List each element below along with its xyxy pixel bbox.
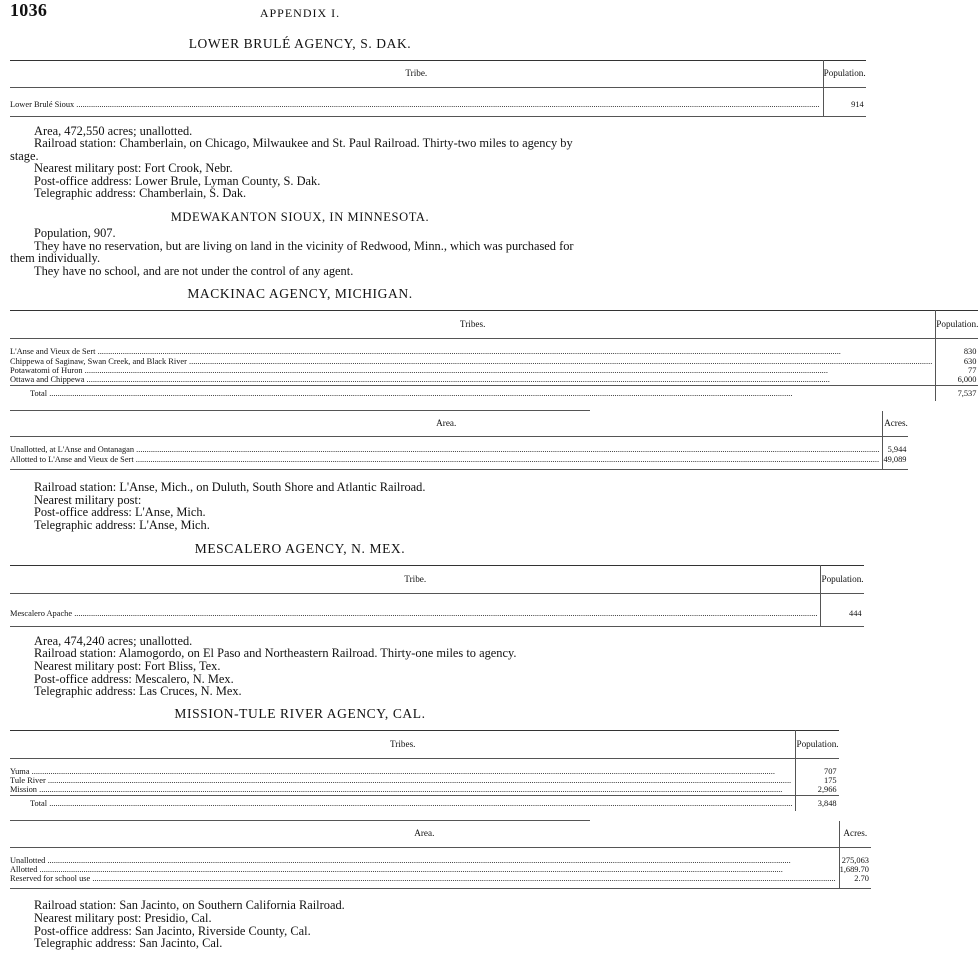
column-header-tribes: Tribes.: [10, 311, 936, 339]
page-number: 1036: [10, 0, 48, 20]
table-row: Lower Brulé Sioux ..... 914: [10, 88, 866, 110]
paragraph: Railroad station: Chamberlain, on Chicago, Milwaukee and St. Paul Railroad. Thirty-two miles to agency by stage.: [10, 136, 573, 163]
paragraph: Post-office address: Mescalero, N. Mex.: [34, 671, 234, 686]
paragraph: Area, 472,550 acres; unallotted.: [34, 123, 193, 138]
column-header-acres: Acres.: [883, 411, 909, 437]
section-title-lower-brule: LOWER BRULÉ AGENCY, S. DAK.: [188, 36, 412, 51]
section-title-mackinac: MACKINAC AGENCY, MICHIGAN.: [187, 286, 413, 302]
paragraph: Nearest military post: Fort Bliss, Tex.: [34, 659, 221, 674]
column-header-acres: Acres.: [839, 821, 871, 847]
table-row: Unallotted, at L'Anse and Ontanagan ..... 5,944: [10, 445, 908, 454]
paragraph: Post-office address: Lower Brule, Lyman County, S. Dak.: [34, 173, 321, 188]
paragraph: Nearest military post: Presidio, Cal.: [34, 911, 212, 926]
table-row: Allotted ..... 1,689.70: [10, 865, 871, 874]
section-title-mdewakanton: MDEWAKANTON SIOUX, IN MINNESOTA.: [170, 210, 430, 225]
column-header-tribe: Tribe.: [10, 566, 821, 594]
table-row: Potawatomi of Huron ..... 77: [10, 366, 978, 375]
paragraph: Railroad station: L'Anse, Mich., on Duluth, South Shore and Atlantic Railroad.: [34, 480, 426, 495]
population-table-mescalero: [10, 565, 864, 627]
column-header-population: Population.: [796, 730, 839, 758]
column-header-population: Population.: [821, 566, 864, 594]
running-title: APPENDIX I.: [259, 6, 341, 20]
population-table-lower-brule: [10, 60, 866, 117]
column-header-area: Area.: [10, 821, 839, 847]
paragraph: Railroad station: Alamogordo, on El Paso and Northeastern Railroad. Thirty-one miles to agency.: [34, 646, 517, 661]
paragraph: Population, 907.: [34, 226, 116, 241]
table-row: Reserved for school use ..... 2.70: [10, 874, 871, 883]
column-header-population: Population.: [936, 311, 978, 339]
table-row: Chippewa of Saginaw, Swan Creek, and Black River ..... 630: [10, 357, 978, 366]
table-row: Tule River ..... 175: [10, 776, 839, 785]
column-header-tribes: Tribes.: [10, 730, 796, 758]
area-table-mission-tule: [10, 821, 871, 889]
table-row: Yuma ..... 707: [10, 767, 839, 776]
paragraph: Telegraphic address: Las Cruces, N. Mex.: [34, 684, 242, 699]
table-row: L'Anse and Vieux de Sert ..... 830: [10, 347, 978, 356]
population-table-mission-tule: [10, 730, 839, 811]
section-title-mission-tule: MISSION-TULE RIVER AGENCY, CAL.: [174, 705, 426, 721]
paragraph: Post-office address: San Jacinto, Riverside County, Cal.: [34, 923, 311, 938]
population-table-mackinac: [10, 310, 978, 400]
paragraph: Area, 474,240 acres; unallotted.: [34, 633, 193, 648]
paragraph: Post-office address: L'Anse, Mich.: [34, 505, 206, 520]
total-row: Total ..... 7,537: [10, 385, 978, 401]
paragraph: Telegraphic address: Chamberlain, S. Dak.: [34, 186, 247, 201]
column-header-area: Area.: [10, 411, 883, 437]
table-row: Mission ..... 2,966: [10, 785, 839, 795]
paragraph: Telegraphic address: L'Anse, Mich.: [34, 517, 210, 532]
table-row: Ottawa and Chippewa ..... 6,000: [10, 375, 978, 385]
column-header-population: Population.: [823, 61, 866, 88]
paragraph: Telegraphic address: San Jacinto, Cal.: [34, 936, 223, 951]
column-header-tribe: Tribe.: [10, 61, 823, 88]
page-header: [10, 0, 590, 20]
paragraph: Nearest military post:: [34, 492, 142, 507]
table-row: Mescalero Apache ..... 444: [10, 594, 864, 618]
area-table-mackinac: [10, 411, 908, 470]
section-title-mescalero: MESCALERO AGENCY, N. MEX.: [194, 541, 406, 557]
table-row: Allotted to L'Anse and Vieux de Sert ..... 49,089: [10, 455, 908, 464]
paragraph: Railroad station: San Jacinto, on Southern California Railroad.: [34, 898, 345, 913]
total-row: Total ..... 3,848: [10, 795, 839, 811]
paragraph: Nearest military post: Fort Crook, Nebr.: [34, 161, 233, 176]
paragraph: They have no reservation, but are living on land in the vicinity of Redwood, Minn., which was purchased for them individually.: [10, 238, 574, 266]
paragraph: They have no school, and are not under the control of any agent.: [34, 263, 354, 278]
table-row: Unallotted ..... 275,063: [10, 856, 871, 865]
